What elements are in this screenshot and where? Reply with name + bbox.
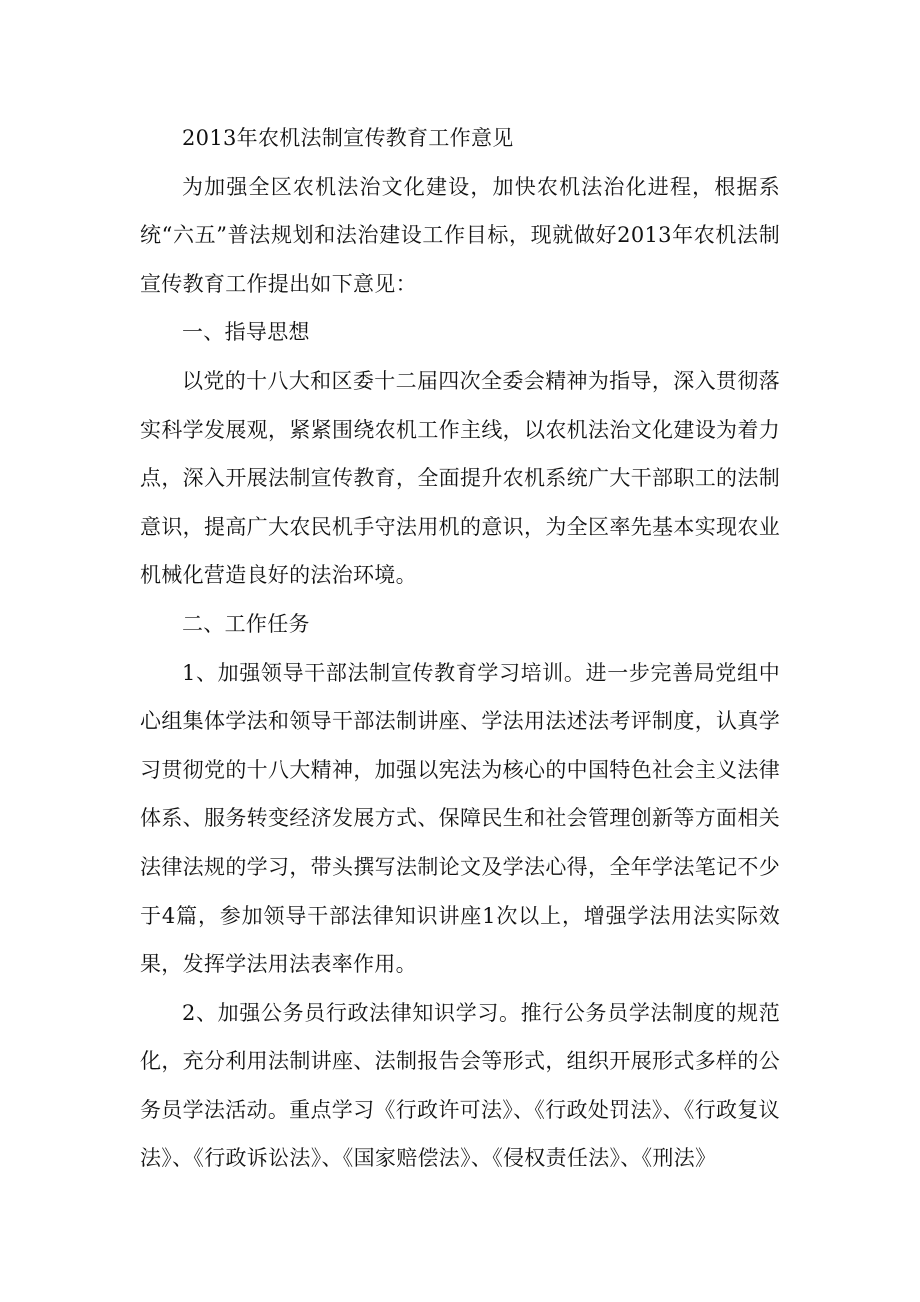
guiding-thought-paragraph: 以党的十八大和区委十二届四次全委会精神为指导，深入贯彻落实科学发展观，紧紧围绕农机工作主线，以农机法治文化建设为着力点，深入开展法制宣传教育，全面提升农机系统广大干部职工的法制意识，提高广大农民机手守法用机的意识，为全区率先基本实现农业机械化营造良好的法治环境。	[140, 368, 780, 588]
section-heading-guiding-thought: 一、指导思想	[182, 320, 310, 345]
document-title: 2013年农机法制宣传教育工作意见	[182, 126, 514, 150]
intro-paragraph: 为加强全区农机法治文化建设，加快农机法治化进程，根据系统“六五”普法规划和法治建设工作目标，现就做好2013年农机法制宣传教育工作提出如下意见：	[140, 174, 780, 296]
task-2-paragraph: 2、加强公务员行政法律知识学习。推行公务员学法制度的规范化，充分利用法制讲座、法制报告会等形式，组织开展形式多样的公务员学法活动。重点学习《行政许可法》、《行政处罚法》、《行政复议法》、《行政诉讼法》、《国家赔偿法》、《侵权责任法》、《刑法》	[140, 1000, 780, 1171]
task-1-paragraph: 1、加强领导干部法制宣传教育学习培训。进一步完善局党组中心组集体学法和领导干部法制讲座、学法用法述法考评制度，认真学习贯彻党的十八大精神，加强以宪法为核心的中国特色社会主义法律体系、服务转变经济发展方式、保障民生和社会管理创新等方面相关法律法规的学习，带头撰写法制论文及学法心得，全年学法笔记不少于4篇，参加领导干部法律知识讲座1次以上，增强学法用法实际效果，发挥学法用法表率作用。	[140, 660, 780, 977]
document-body	[140, 114, 780, 1183]
section-heading-work-tasks: 二、工作任务	[182, 611, 310, 636]
